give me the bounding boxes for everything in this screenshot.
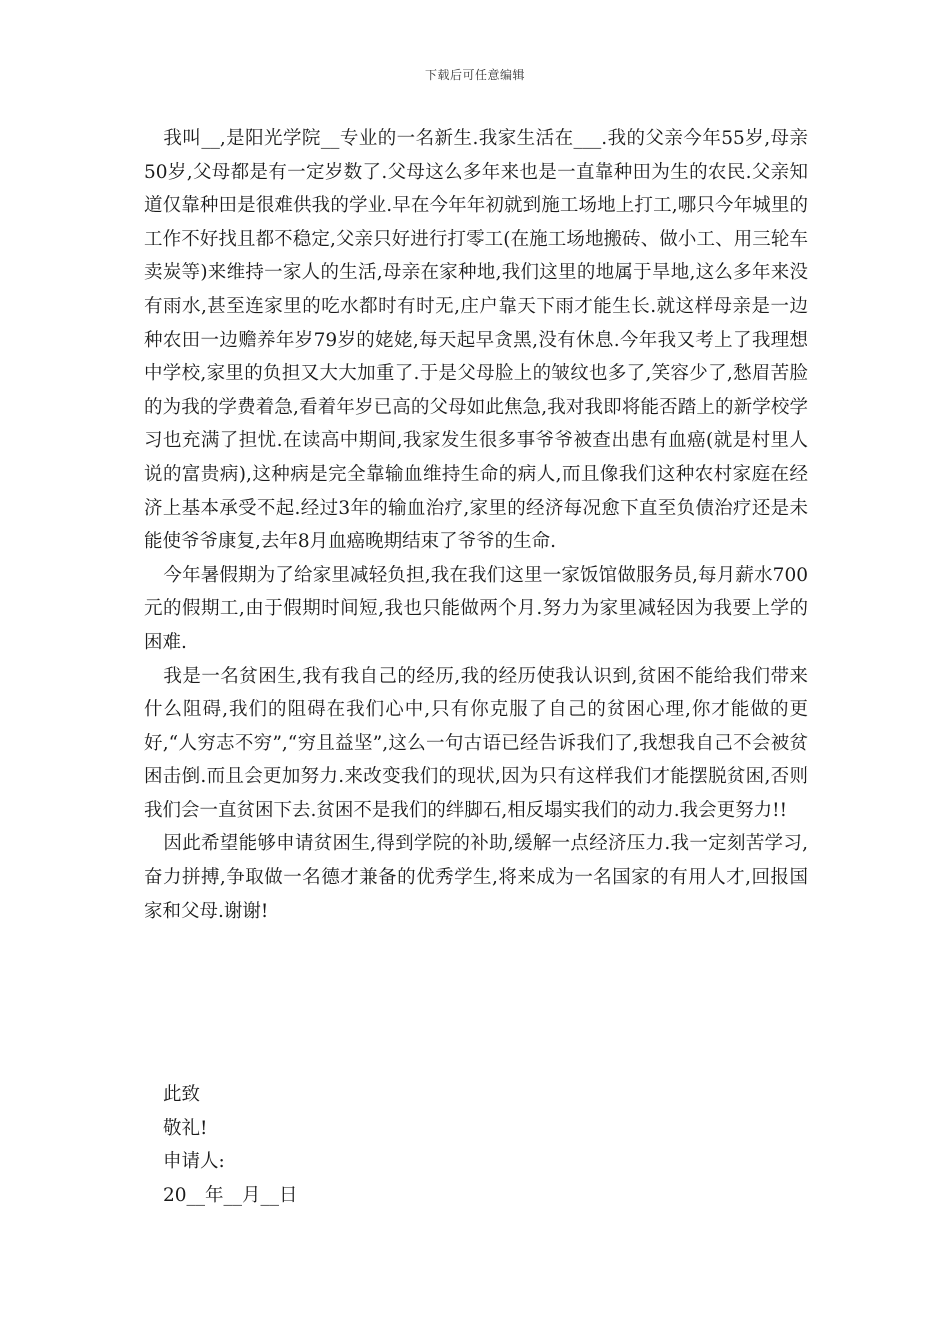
paragraph-family-background: 我叫__,是阳光学院__专业的一名新生.我家生活在___.我的父亲今年55岁,母亲50岁,父母都是有一定岁数了.父母这么多年来也是一直靠种田为生的农民.父亲知道仅靠种田是很难供我的学业.早在今年年初就到施工场地上打工,哪只今年城里的工作不好找且都不稳定,父亲只好进行打零工(在施工场地搬砖、做小工、用三轮车卖炭等)来维持一家人的生活,母亲在家种地,我们这里的地属于旱地,这么多年来没有雨水,甚至连家里的吃水都时有时无,庄户靠天下雨才能生长.就这样母亲是一边种农田一边赡养年岁79岁的姥姥,每天起早贪黑,没有休息.今年我又考上了我理想中学校,家里的负担又大大加重了.于是父母脸上的皱纹也多了,笑容少了,愁眉苦脸的为我的学费着急,看着年岁已高的父母如此焦急,我对我即将能否踏上的新学校学习也充满了担忧.在读高中期间,我家发生很多事爷爷被查出患有血癌(就是村里人说的富贵病),这种病是完全靠输血维持生命的病人,而且像我们这种农村家庭在经济上基本承受不起.经过3年的输血治疗,家里的经济每况愈下直至负债治疗还是未能使爷爷康复,去年8月血癌晚期结束了爷爷的生命. [144, 128, 808, 553]
paragraph-summer-job: 今年暑假期为了给家里减轻负担,我在我们这里一家饭馆做服务员,每月薪水700元的假期工,由于假期时间短,我也只能做两个月.努力为家里减轻因为我要上学的困难. [144, 564, 808, 653]
closing-respect: 敬礼! [163, 1118, 208, 1139]
date-line: 20__年__月__日 [163, 1185, 298, 1206]
letter-body [144, 122, 808, 928]
paragraph-request: 因此希望能够申请贫困生,得到学院的补助,缓解一点经济压力.我一定刻苦学习,奋力拼搏,争取做一名德才兼备的优秀学生,将来成为一名国家的有用人才,回报国家和父母.谢谢! [144, 833, 808, 922]
applicant-label: 申请人: [163, 1151, 225, 1172]
paragraph-attitude: 我是一名贫困生,我有我自己的经历,我的经历使我认识到,贫困不能给我们带来什么阻碍,我们的阻碍在我们心中,只有你克服了自己的贫困心理,你才能做的更好,“人穷志不穷”,“穷且益坚”,这么一句古语已经告诉我们了,我想我自己不会被贫困击倒.而且会更加努力.来改变我们的现状,因为只有这样我们才能摆脱贫困,否则我们会一直贫困下去.贫困不是我们的绊脚石,相反塌实我们的动力.我会更努力!! [144, 665, 808, 821]
page-header: 下载后可任意编辑 [424, 68, 525, 82]
closing-salutation: 此致 [163, 1084, 201, 1105]
